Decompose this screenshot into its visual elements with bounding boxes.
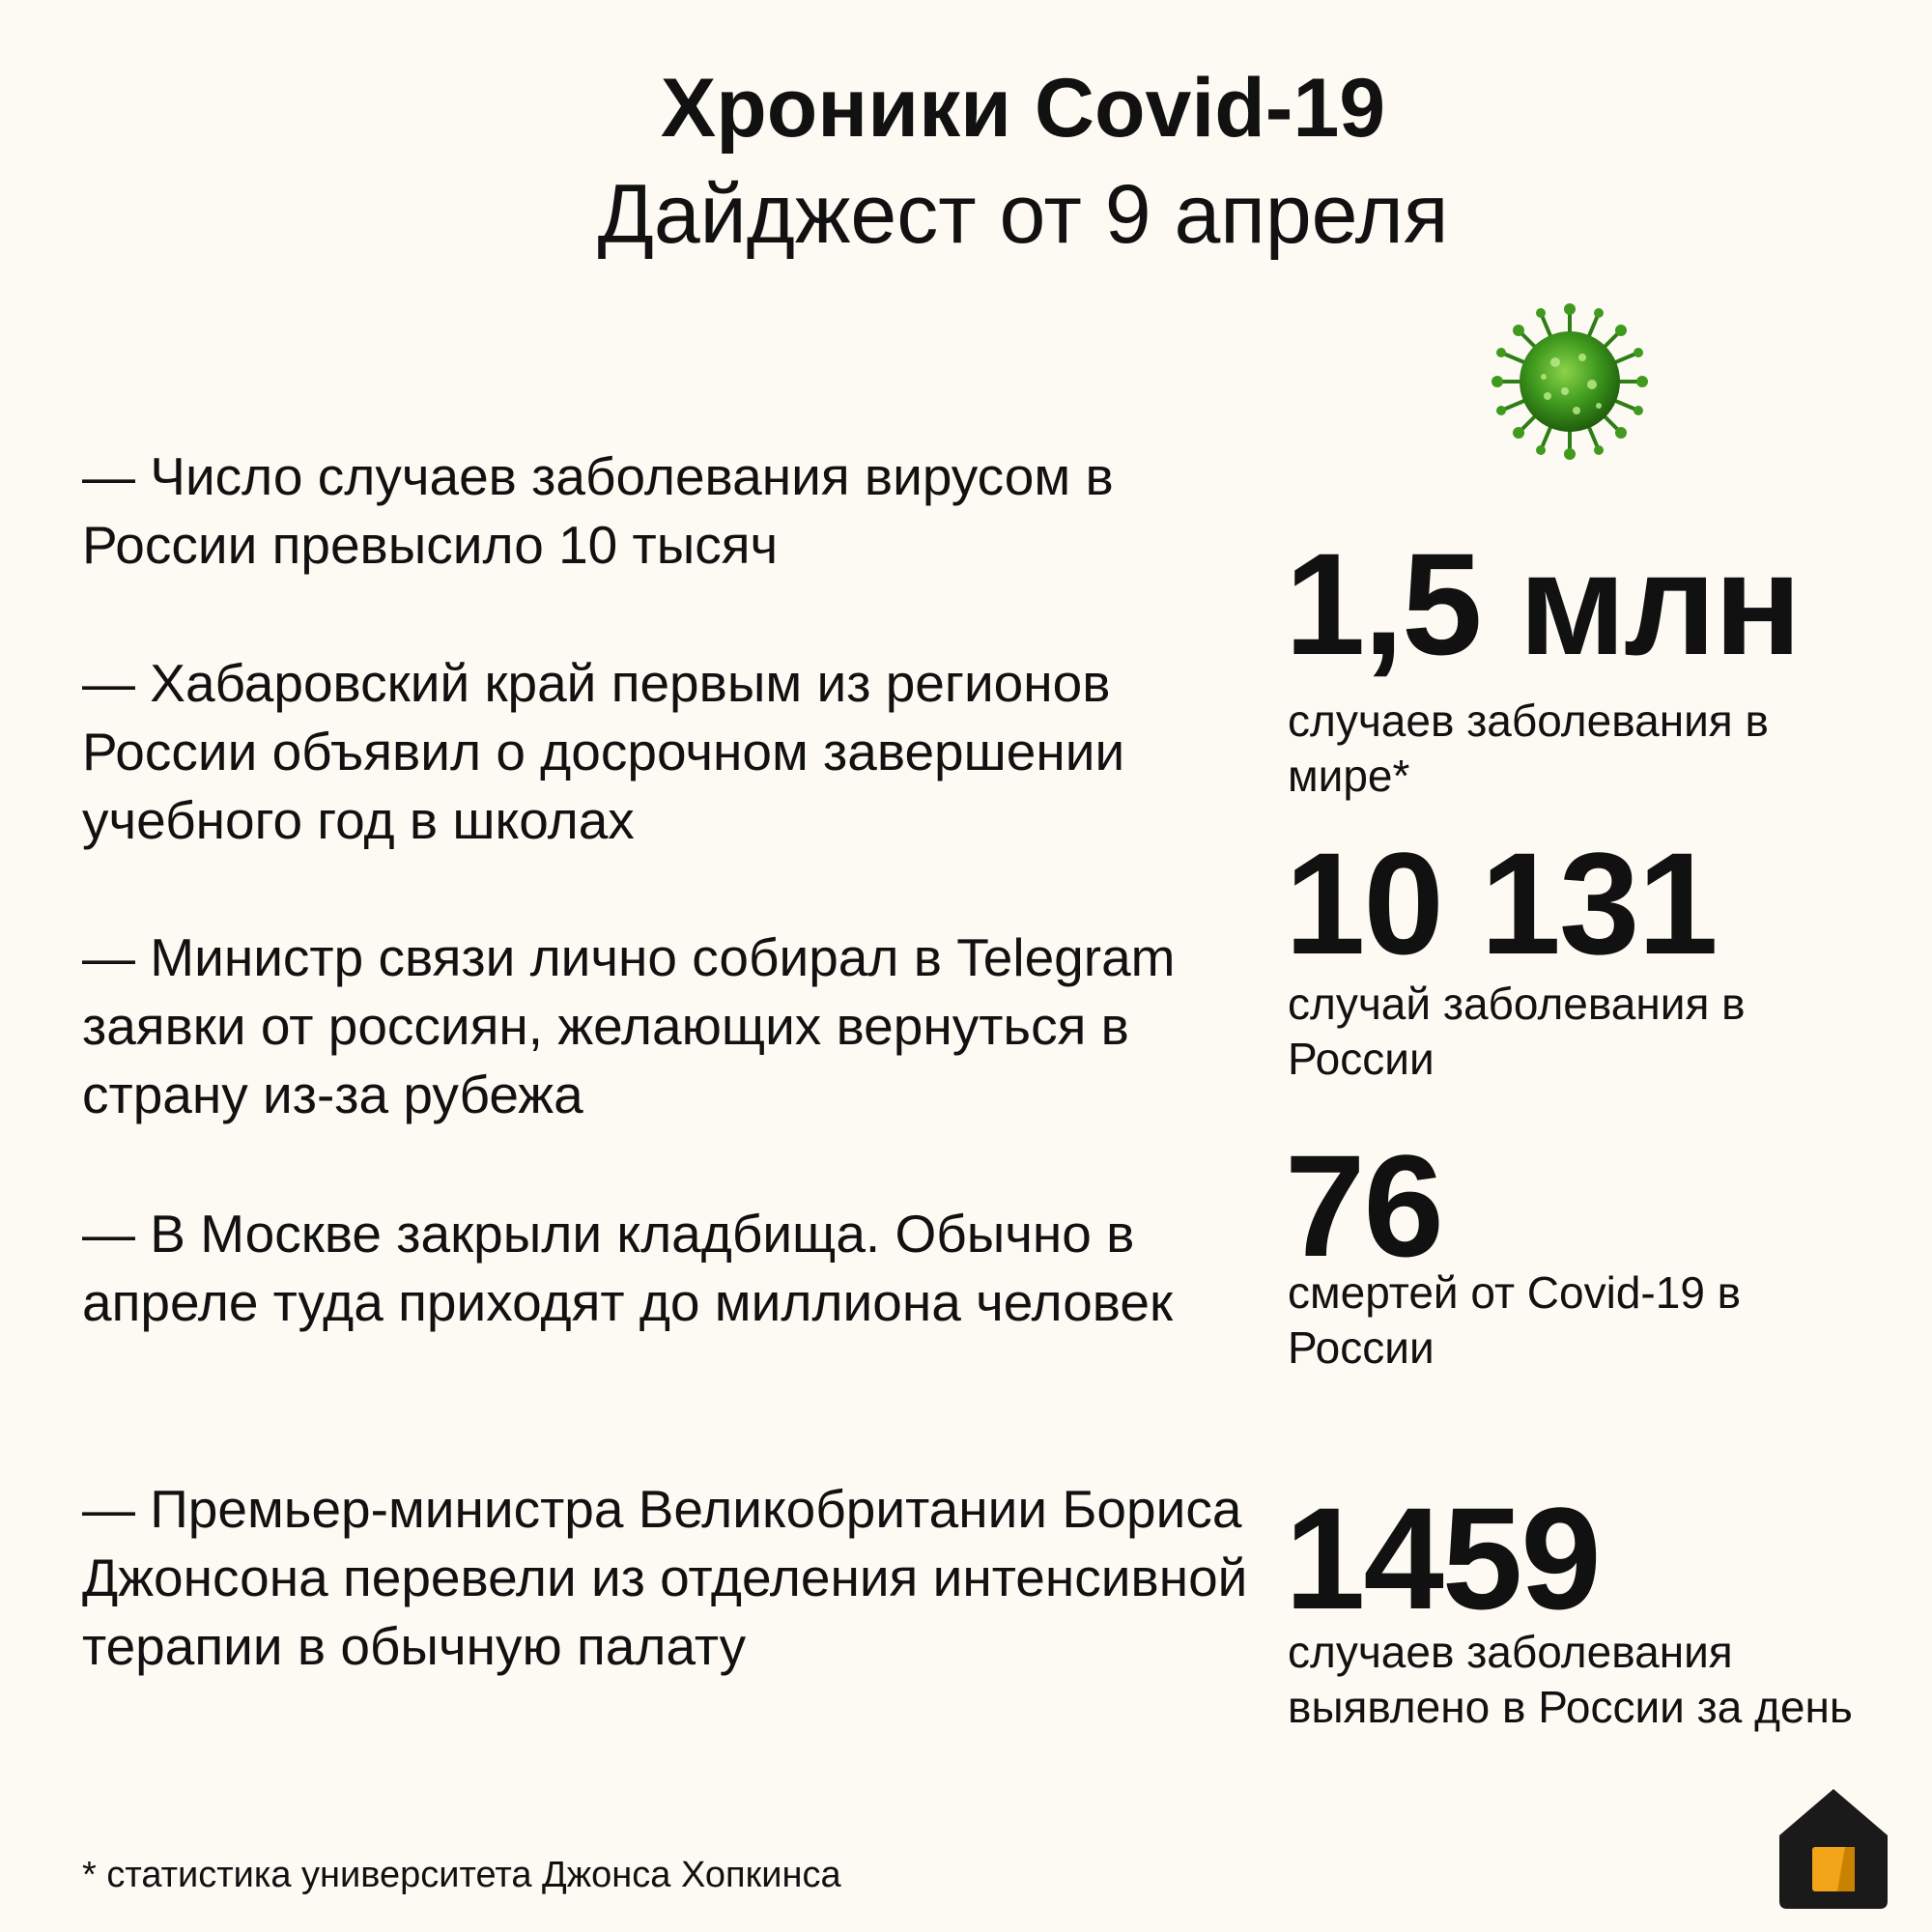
page-title: Хроники Covid-19 [660, 62, 1386, 155]
stat-daily-cases-value: 1459 [1285, 1477, 1600, 1639]
news-item-3: — Министр связи лично собирал в Telegram заявки от россиян, желающих вернуться в страну из-за рубежа [82, 927, 1176, 1124]
stat-world-cases-value: 1,5 млн [1285, 523, 1801, 685]
virus-icon [1488, 299, 1652, 464]
stat-daily-cases-label: случаев заболевания выявлено в России за день [1288, 1627, 1853, 1732]
news-item-1: — Число случаев заболевания вирусом в России превысило 10 тысяч [82, 446, 1114, 575]
stat-russia-cases-label: случай заболевания в России [1288, 979, 1746, 1084]
stat-russia-deaths-value: 76 [1285, 1124, 1442, 1287]
stat-world-cases-label: случаев заболевания в мире* [1288, 696, 1769, 801]
footnote: * статистика университета Джонса Хопкинса [82, 1855, 841, 1895]
house-logo-icon [1776, 1785, 1891, 1911]
page-subtitle: Дайджест от 9 апреля [597, 168, 1449, 261]
stat-russia-deaths-label: смертей от Covid-19 в России [1288, 1267, 1742, 1373]
news-item-5: — Премьер-министра Великобритании Бориса Джонсона перевели из отделения интенсивной терапии в обычную палату [82, 1479, 1248, 1676]
news-item-2: — Хабаровский край первым из регионов России объявил о досрочном завершении учебного год в школах [82, 653, 1125, 850]
stat-russia-cases-value: 10 131 [1285, 822, 1717, 984]
news-item-4: — В Москве закрыли кладбища. Обычно в апреле туда приходят до миллиона человек [82, 1204, 1174, 1332]
